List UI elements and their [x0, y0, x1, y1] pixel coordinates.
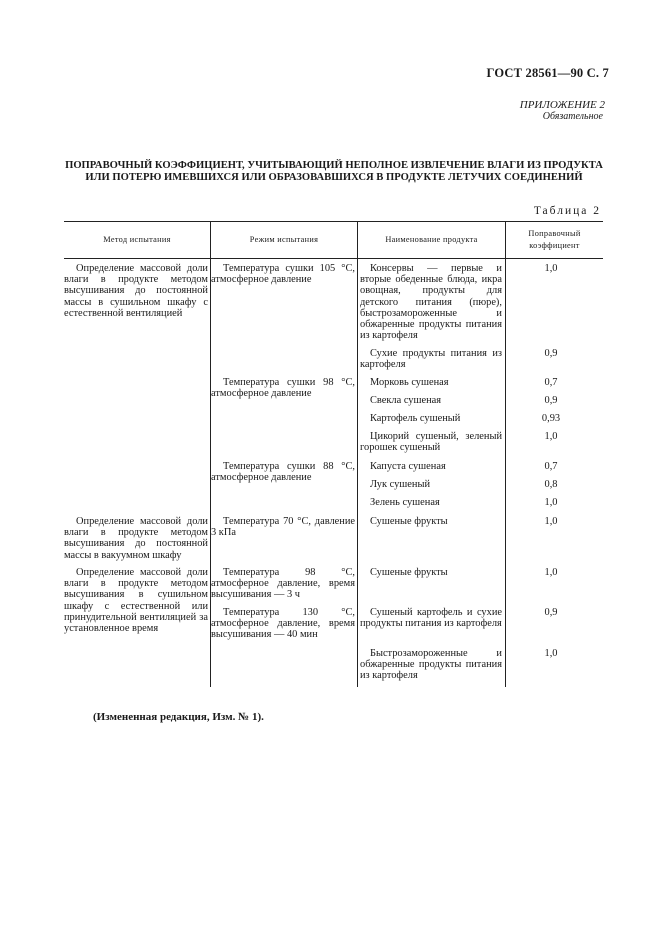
- mode-cell: Температура 98 °С, атмосферное давление, время высушивания — 3 ч: [211, 567, 355, 601]
- mode-cell: Температура 130 °С, атмосферное давление, время высушивания — 40 мин: [211, 607, 355, 641]
- product-cell: Быстрозамороженные и обжаренные продукты питания из картофеля: [360, 648, 502, 682]
- method-cell: Определение массовой доли влаги в продукте методом высушивания в сушильном шкафу с естественной или принудительной вентиляцией за установленное время: [64, 567, 208, 635]
- coefficient-cell: 0,7: [544, 377, 558, 388]
- appendix-status: Обязательное: [542, 111, 603, 122]
- appendix-label: ПРИЛОЖЕНИЕ 2: [519, 99, 605, 111]
- product-cell: Цикорий сушеный, зеленый горошек сушеный: [360, 431, 502, 454]
- product-cell: Зелень сушеная: [370, 497, 440, 508]
- product-cell: Сухие продукты питания из картофеля: [360, 348, 502, 371]
- table-label: Таблица 2: [533, 205, 601, 217]
- mode-cell: Температура 70 °С, давление 3 кПа: [211, 516, 355, 539]
- product-cell: Сушеный картофель и сухие продукты питания из картофеля: [360, 607, 502, 630]
- table-header-rule: [64, 258, 603, 259]
- product-cell: Лук сушеный: [370, 479, 431, 490]
- column-header-product: Наименование продукта: [385, 235, 478, 244]
- document-title: ПОПРАВОЧНЫЙ КОЭФФИЦИЕНТ, УЧИТЫВАЮЩИЙ НЕПОЛНОЕ ИЗВЛЕЧЕНИЕ ВЛАГИ ИЗ ПРОДУКТА ИЛИ ПОТЕРЮ ИМЕВШИХСЯ ИЛИ ОБРАЗОВАВШИХСЯ В ПРОДУКТЕ ЛЕТУЧИХ СОЕДИНЕНИЙ: [65, 160, 603, 183]
- product-cell: Свекла сушеная: [370, 395, 442, 406]
- coefficient-cell: 0,93: [541, 413, 561, 424]
- product-cell: Консервы — первые и вторые обеденные блюда, икра овощная, продукты для детского питания (пюре), быстрозамороженные и обжаренные продукты питания из картофеля: [360, 263, 502, 342]
- product-cell: Сушеные фрукты: [370, 516, 448, 527]
- coefficient-cell: 0,9: [544, 395, 558, 406]
- method-cell: Определение массовой доли влаги в продукте методом высушивания до постоянной массы в вакуумном шкафу: [64, 516, 208, 561]
- mode-cell: Температура сушки 105 °С, атмосферное давление: [211, 263, 355, 286]
- coefficient-cell: 1,0: [544, 263, 558, 274]
- column-divider: [357, 221, 358, 687]
- coefficient-cell: 1,0: [544, 497, 558, 508]
- coefficient-cell: 0,8: [544, 479, 558, 490]
- coefficient-cell: 1,0: [544, 431, 558, 442]
- coefficient-cell: 1,0: [544, 516, 558, 527]
- product-cell: Капуста сушеная: [370, 461, 446, 472]
- coefficient-cell: 1,0: [544, 567, 558, 578]
- coefficient-cell: 0,7: [544, 461, 558, 472]
- coefficient-cell: 0,9: [544, 607, 558, 618]
- column-header-method: Метод испытания: [103, 235, 171, 244]
- table-top-rule: [64, 221, 603, 222]
- coefficient-cell: 1,0: [544, 648, 558, 659]
- product-cell: Морковь сушеная: [370, 377, 449, 388]
- product-cell: Картофель сушеный: [370, 413, 461, 424]
- page-header: ГОСТ 28561—90 С. 7: [486, 66, 609, 80]
- product-cell: Сушеные фрукты: [370, 567, 448, 578]
- column-header-mode: Режим испытания: [249, 235, 319, 244]
- method-cell: Определение массовой доли влаги в продукте методом высушивания до постоянной массы в сушильном шкафу с естественной вентиляцией: [64, 263, 208, 319]
- amendment-note: (Измененная редакция, Изм. № 1).: [93, 711, 264, 723]
- coefficient-cell: 0,9: [544, 348, 558, 359]
- mode-cell: Температура сушки 88 °С, атмосферное давление: [211, 461, 355, 484]
- mode-cell: Температура сушки 98 °С, атмосферное давление: [211, 377, 355, 400]
- column-header-coefficient: Поправочный коэффициент: [528, 229, 581, 250]
